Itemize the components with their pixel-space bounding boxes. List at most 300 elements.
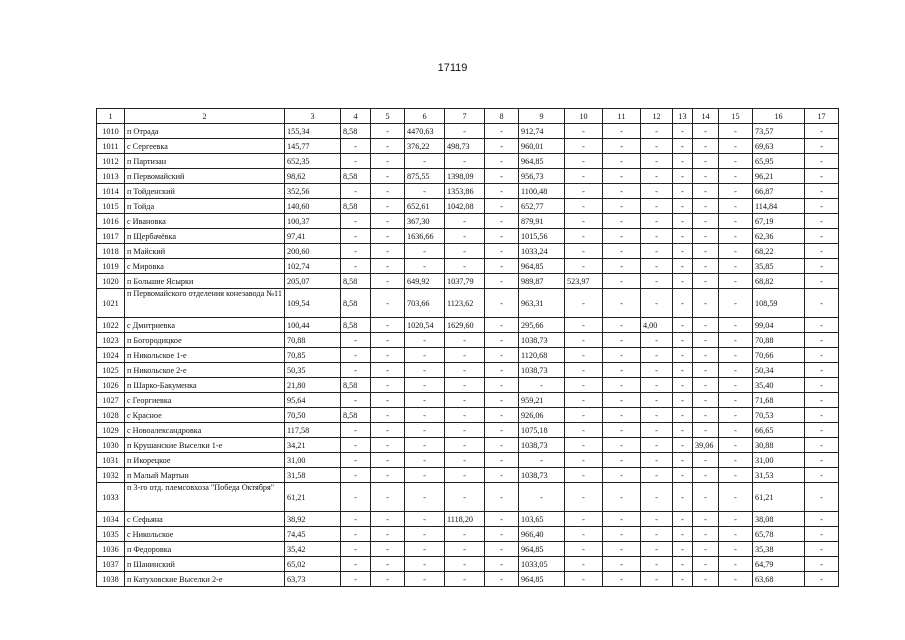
column-header: 10 (565, 109, 603, 124)
value-cell: - (693, 572, 719, 587)
value-cell: - (603, 512, 641, 527)
value-cell: 50,35 (285, 363, 341, 378)
settlement-name-cell: п Икорецкое (125, 453, 285, 468)
settlement-name-cell: с Мировка (125, 259, 285, 274)
value-cell: - (371, 393, 405, 408)
value-cell: - (693, 557, 719, 572)
value-cell: - (641, 363, 673, 378)
value-cell: 959,21 (519, 393, 565, 408)
value-cell: - (719, 333, 753, 348)
value-cell: - (341, 393, 371, 408)
value-cell: - (693, 378, 719, 393)
value-cell: - (693, 483, 719, 512)
value-cell: - (371, 124, 405, 139)
column-header: 14 (693, 109, 719, 124)
value-cell: - (805, 229, 839, 244)
value-cell: - (341, 483, 371, 512)
column-header: 7 (445, 109, 485, 124)
value-cell: 1120,68 (519, 348, 565, 363)
table-row (97, 348, 839, 363)
value-cell: 100,44 (285, 318, 341, 333)
value-cell: 64,79 (753, 557, 805, 572)
value-cell: - (673, 408, 693, 423)
value-cell: - (341, 333, 371, 348)
value-cell: - (603, 289, 641, 318)
value-cell: - (565, 557, 603, 572)
value-cell: - (641, 378, 673, 393)
value-cell: - (371, 453, 405, 468)
value-cell: 1075,18 (519, 423, 565, 438)
value-cell: 1353,86 (445, 184, 485, 199)
value-cell: - (485, 527, 519, 542)
row-id-cell: 1017 (97, 229, 125, 244)
value-cell: - (693, 512, 719, 527)
value-cell: - (565, 244, 603, 259)
value-cell: - (405, 527, 445, 542)
value-cell: - (341, 468, 371, 483)
value-cell: 31,00 (753, 453, 805, 468)
table-row (97, 214, 839, 229)
value-cell: 70,66 (753, 348, 805, 363)
value-cell: - (693, 542, 719, 557)
value-cell: - (485, 244, 519, 259)
value-cell: - (565, 453, 603, 468)
value-cell: 8,58 (341, 408, 371, 423)
value-cell: - (641, 557, 673, 572)
row-id-cell: 1036 (97, 542, 125, 557)
value-cell: - (371, 259, 405, 274)
value-cell: - (719, 199, 753, 214)
value-cell: - (341, 557, 371, 572)
value-cell: - (371, 378, 405, 393)
value-cell: 68,22 (753, 244, 805, 259)
value-cell: - (565, 378, 603, 393)
value-cell: 295,66 (519, 318, 565, 333)
value-cell: - (603, 259, 641, 274)
column-header: 1 (97, 109, 125, 124)
value-cell: - (805, 557, 839, 572)
value-cell: - (673, 557, 693, 572)
value-cell: 1020,54 (405, 318, 445, 333)
value-cell: - (565, 363, 603, 378)
column-header: 6 (405, 109, 445, 124)
value-cell: - (445, 124, 485, 139)
settlement-name-cell: с Новоалександровка (125, 423, 285, 438)
value-cell: - (673, 318, 693, 333)
value-cell: - (405, 393, 445, 408)
value-cell: - (371, 139, 405, 154)
table-row (97, 572, 839, 587)
value-cell: - (405, 348, 445, 363)
value-cell: 99,04 (753, 318, 805, 333)
value-cell: - (565, 184, 603, 199)
value-cell: - (673, 259, 693, 274)
value-cell: - (371, 542, 405, 557)
row-id-cell: 1035 (97, 527, 125, 542)
value-cell: 34,21 (285, 438, 341, 453)
value-cell: - (485, 348, 519, 363)
table-row (97, 423, 839, 438)
value-cell: - (405, 453, 445, 468)
value-cell: - (693, 124, 719, 139)
value-cell: - (693, 169, 719, 184)
value-cell: 989,87 (519, 274, 565, 289)
value-cell: - (485, 229, 519, 244)
value-cell: - (405, 557, 445, 572)
value-cell: - (485, 259, 519, 274)
value-cell: - (719, 438, 753, 453)
value-cell: - (603, 453, 641, 468)
value-cell: - (485, 408, 519, 423)
value-cell: 73,57 (753, 124, 805, 139)
value-cell: - (445, 333, 485, 348)
settlement-name-cell: п Катуховские Выселки 2-е (125, 572, 285, 587)
value-cell: - (565, 318, 603, 333)
value-cell: - (405, 259, 445, 274)
value-cell: - (603, 244, 641, 259)
table-row (97, 289, 839, 318)
value-cell: - (445, 348, 485, 363)
table-row (97, 438, 839, 453)
value-cell: 74,45 (285, 527, 341, 542)
value-cell: 31,58 (285, 468, 341, 483)
value-cell: - (693, 453, 719, 468)
value-cell: - (719, 259, 753, 274)
row-id-cell: 1019 (97, 259, 125, 274)
value-cell: - (719, 214, 753, 229)
value-cell: - (673, 244, 693, 259)
settlement-name-cell: п Шарко-Бакуменка (125, 378, 285, 393)
value-cell: 145,77 (285, 139, 341, 154)
header-row (97, 109, 839, 124)
value-cell: - (641, 154, 673, 169)
value-cell: - (371, 199, 405, 214)
value-cell: - (641, 542, 673, 557)
value-cell: - (371, 244, 405, 259)
value-cell: 140,60 (285, 199, 341, 214)
value-cell: - (371, 557, 405, 572)
settlement-name-cell: п Первомайский (125, 169, 285, 184)
value-cell: - (445, 259, 485, 274)
value-cell: 963,31 (519, 289, 565, 318)
data-table (96, 108, 839, 587)
value-cell: - (371, 363, 405, 378)
value-cell: - (805, 468, 839, 483)
value-cell: 31,00 (285, 453, 341, 468)
value-cell: 103,65 (519, 512, 565, 527)
value-cell: - (719, 184, 753, 199)
value-cell: 652,61 (405, 199, 445, 214)
value-cell: - (445, 408, 485, 423)
value-cell: - (641, 274, 673, 289)
value-cell: - (805, 527, 839, 542)
row-id-cell: 1015 (97, 199, 125, 214)
settlement-name-cell: с Сефьяна (125, 512, 285, 527)
value-cell: - (565, 169, 603, 184)
value-cell: - (693, 348, 719, 363)
value-cell: - (485, 318, 519, 333)
row-id-cell: 1029 (97, 423, 125, 438)
row-id-cell: 1016 (97, 214, 125, 229)
value-cell: - (805, 244, 839, 259)
value-cell: - (445, 527, 485, 542)
value-cell: 1015,56 (519, 229, 565, 244)
value-cell: - (673, 333, 693, 348)
value-cell: 200,60 (285, 244, 341, 259)
value-cell: - (673, 348, 693, 363)
row-id-cell: 1030 (97, 438, 125, 453)
value-cell: - (405, 423, 445, 438)
value-cell: 964,85 (519, 259, 565, 274)
value-cell: 35,42 (285, 542, 341, 557)
settlement-name-cell: п Большие Ясырки (125, 274, 285, 289)
value-cell: - (341, 214, 371, 229)
value-cell: - (565, 348, 603, 363)
value-cell: - (485, 572, 519, 587)
value-cell: - (641, 453, 673, 468)
row-id-cell: 1037 (97, 557, 125, 572)
value-cell: 35,85 (753, 259, 805, 274)
value-cell: - (565, 438, 603, 453)
value-cell: - (445, 154, 485, 169)
value-cell: 114,84 (753, 199, 805, 214)
value-cell: - (805, 199, 839, 214)
column-header: 9 (519, 109, 565, 124)
value-cell: - (603, 438, 641, 453)
value-cell: 4470,63 (405, 124, 445, 139)
value-cell: - (445, 483, 485, 512)
value-cell: - (565, 289, 603, 318)
value-cell: - (603, 527, 641, 542)
value-cell: - (519, 378, 565, 393)
value-cell: - (565, 527, 603, 542)
settlement-name-cell: с Дмитриевка (125, 318, 285, 333)
value-cell: - (371, 527, 405, 542)
value-cell: - (341, 542, 371, 557)
value-cell: - (519, 483, 565, 512)
value-cell: - (341, 512, 371, 527)
table-row (97, 512, 839, 527)
value-cell: - (341, 363, 371, 378)
value-cell: - (673, 169, 693, 184)
value-cell: - (445, 393, 485, 408)
value-cell: - (603, 348, 641, 363)
settlement-name-cell: п Малый Мартын (125, 468, 285, 483)
value-cell: - (445, 572, 485, 587)
value-cell: - (805, 378, 839, 393)
value-cell: - (641, 199, 673, 214)
value-cell: - (673, 124, 693, 139)
value-cell: - (371, 274, 405, 289)
value-cell: - (485, 483, 519, 512)
value-cell: - (405, 154, 445, 169)
value-cell: - (603, 423, 641, 438)
value-cell: - (603, 214, 641, 229)
value-cell: - (341, 154, 371, 169)
value-cell: - (719, 363, 753, 378)
value-cell: - (445, 557, 485, 572)
value-cell: - (565, 154, 603, 169)
value-cell: - (371, 438, 405, 453)
table-row (97, 199, 839, 214)
value-cell: - (405, 363, 445, 378)
value-cell: 912,74 (519, 124, 565, 139)
value-cell: - (405, 184, 445, 199)
row-id-cell: 1018 (97, 244, 125, 259)
value-cell: 1042,08 (445, 199, 485, 214)
settlement-name-cell: п 3-го отд. племсовхоза "Победа Октября" (125, 483, 285, 512)
value-cell: - (519, 453, 565, 468)
value-cell: - (371, 214, 405, 229)
value-cell: 96,21 (753, 169, 805, 184)
value-cell: - (603, 483, 641, 512)
value-cell: - (673, 214, 693, 229)
value-cell: - (719, 408, 753, 423)
value-cell: 875,55 (405, 169, 445, 184)
row-id-cell: 1010 (97, 124, 125, 139)
row-id-cell: 1023 (97, 333, 125, 348)
value-cell: - (485, 139, 519, 154)
table-row (97, 274, 839, 289)
value-cell: - (565, 408, 603, 423)
row-id-cell: 1011 (97, 139, 125, 154)
value-cell: - (805, 572, 839, 587)
value-cell: - (371, 154, 405, 169)
value-cell: - (719, 393, 753, 408)
value-cell: - (719, 468, 753, 483)
value-cell: 879,91 (519, 214, 565, 229)
value-cell: 155,34 (285, 124, 341, 139)
value-cell: - (405, 572, 445, 587)
value-cell: 30,88 (753, 438, 805, 453)
table-row (97, 453, 839, 468)
value-cell: - (405, 512, 445, 527)
value-cell: - (673, 184, 693, 199)
value-cell: - (565, 483, 603, 512)
settlement-name-cell: с Сергеевка (125, 139, 285, 154)
value-cell: 8,58 (341, 318, 371, 333)
table-row (97, 393, 839, 408)
value-cell: - (805, 423, 839, 438)
table-row (97, 408, 839, 423)
value-cell: 61,21 (285, 483, 341, 512)
value-cell: - (341, 423, 371, 438)
column-header: 8 (485, 109, 519, 124)
value-cell: - (673, 154, 693, 169)
value-cell: 964,85 (519, 154, 565, 169)
value-cell: - (719, 572, 753, 587)
value-cell: - (603, 378, 641, 393)
value-cell: 65,78 (753, 527, 805, 542)
value-cell: - (341, 259, 371, 274)
column-header: 15 (719, 109, 753, 124)
settlement-name-cell: п Майский (125, 244, 285, 259)
row-id-cell: 1014 (97, 184, 125, 199)
value-cell: - (485, 393, 519, 408)
value-cell: - (693, 318, 719, 333)
value-cell: - (603, 154, 641, 169)
value-cell: - (371, 423, 405, 438)
table-row (97, 557, 839, 572)
value-cell: 38,08 (753, 512, 805, 527)
value-cell: - (805, 169, 839, 184)
value-cell: 67,19 (753, 214, 805, 229)
value-cell: - (341, 527, 371, 542)
settlement-name-cell: п Партизан (125, 154, 285, 169)
value-cell: - (371, 408, 405, 423)
value-cell: 498,73 (445, 139, 485, 154)
value-cell: - (485, 199, 519, 214)
value-cell: - (693, 259, 719, 274)
value-cell: - (673, 423, 693, 438)
value-cell: - (445, 363, 485, 378)
value-cell: 98,62 (285, 169, 341, 184)
value-cell: - (641, 348, 673, 363)
value-cell: - (371, 512, 405, 527)
value-cell: 102,74 (285, 259, 341, 274)
value-cell: - (641, 259, 673, 274)
value-cell: - (641, 527, 673, 542)
value-cell: - (693, 408, 719, 423)
value-cell: - (565, 214, 603, 229)
value-cell: - (603, 124, 641, 139)
value-cell: - (603, 557, 641, 572)
table-row (97, 154, 839, 169)
value-cell: - (719, 244, 753, 259)
row-id-cell: 1032 (97, 468, 125, 483)
table-row (97, 333, 839, 348)
value-cell: - (805, 259, 839, 274)
value-cell: - (565, 542, 603, 557)
table-row (97, 483, 839, 512)
value-cell: - (485, 453, 519, 468)
value-cell: 108,59 (753, 289, 805, 318)
settlement-name-cell: п Отрада (125, 124, 285, 139)
value-cell: - (485, 333, 519, 348)
value-cell: - (673, 393, 693, 408)
value-cell: - (565, 259, 603, 274)
value-cell: 62,36 (753, 229, 805, 244)
value-cell: - (485, 169, 519, 184)
value-cell: 66,87 (753, 184, 805, 199)
value-cell: - (641, 483, 673, 512)
value-cell: 35,40 (753, 378, 805, 393)
value-cell: - (565, 139, 603, 154)
value-cell: - (565, 229, 603, 244)
value-cell: - (719, 527, 753, 542)
value-cell: 1123,62 (445, 289, 485, 318)
value-cell: - (405, 378, 445, 393)
value-cell: 1038,73 (519, 363, 565, 378)
table-row (97, 139, 839, 154)
value-cell: - (603, 274, 641, 289)
value-cell: - (485, 542, 519, 557)
value-cell: - (641, 289, 673, 318)
value-cell: - (603, 333, 641, 348)
value-cell: - (485, 363, 519, 378)
value-cell: 117,58 (285, 423, 341, 438)
value-cell: 70,88 (753, 333, 805, 348)
value-cell: - (565, 124, 603, 139)
value-cell: - (673, 453, 693, 468)
settlement-name-cell: п Щербачёвка (125, 229, 285, 244)
value-cell: - (719, 557, 753, 572)
value-cell: - (673, 542, 693, 557)
value-cell: - (693, 244, 719, 259)
value-cell: - (641, 214, 673, 229)
value-cell: 376,22 (405, 139, 445, 154)
value-cell: - (565, 468, 603, 483)
